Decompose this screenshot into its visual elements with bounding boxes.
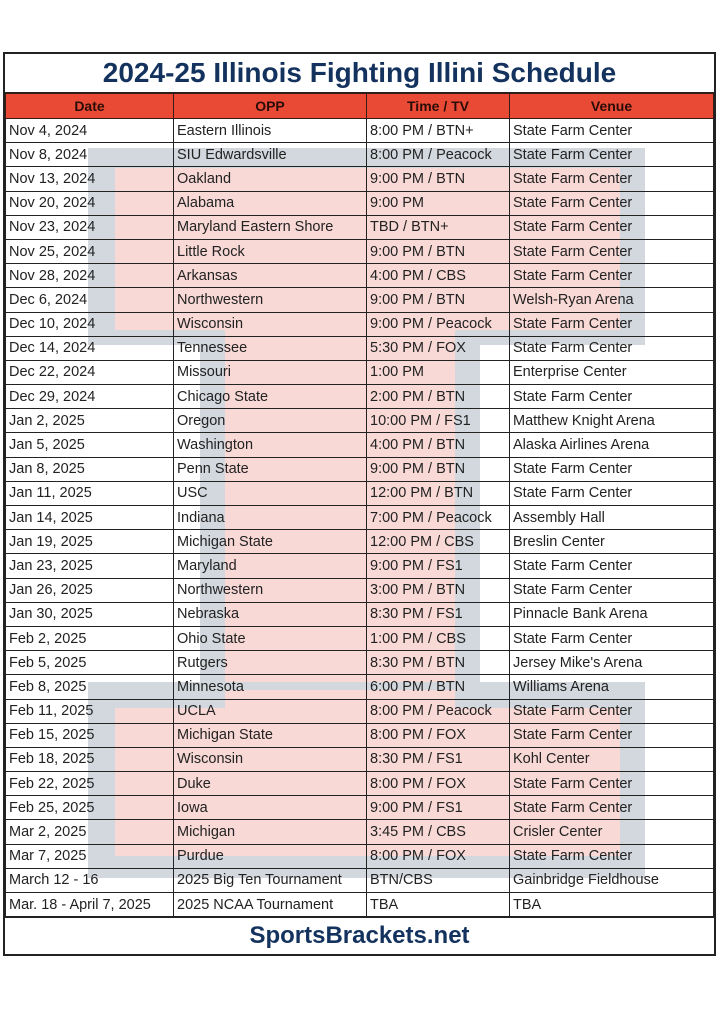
game-date: Mar 2, 2025 [6, 820, 174, 844]
table-row [6, 772, 714, 796]
game-time-tv: TBA [367, 893, 510, 917]
game-time-tv: 1:00 PM [367, 360, 510, 384]
game-time-tv: 9:00 PM [367, 191, 510, 215]
game-time-tv: 3:00 PM / BTN [367, 578, 510, 602]
table-row [6, 481, 714, 505]
schedule-table [5, 93, 714, 917]
game-date: Mar. 18 - April 7, 2025 [6, 893, 174, 917]
game-date: Nov 25, 2024 [6, 239, 174, 263]
game-date: March 12 - 16 [6, 868, 174, 892]
game-time-tv: 12:00 PM / BTN [367, 481, 510, 505]
game-venue: State Farm Center [510, 215, 714, 239]
game-opponent: SIU Edwardsville [174, 143, 367, 167]
table-row [6, 385, 714, 409]
page-title: 2024-25 Illinois Fighting Illini Schedule [5, 54, 714, 93]
table-header-row [6, 94, 714, 119]
game-date: Dec 14, 2024 [6, 336, 174, 360]
game-date: Dec 6, 2024 [6, 288, 174, 312]
game-opponent: Maryland Eastern Shore [174, 215, 367, 239]
game-opponent: Alabama [174, 191, 367, 215]
game-opponent: Maryland [174, 554, 367, 578]
game-opponent: Iowa [174, 796, 367, 820]
table-row [6, 699, 714, 723]
game-date: Jan 11, 2025 [6, 481, 174, 505]
game-opponent: Tennessee [174, 336, 367, 360]
game-opponent: UCLA [174, 699, 367, 723]
game-time-tv: 9:00 PM / BTN [367, 288, 510, 312]
game-date: Dec 29, 2024 [6, 385, 174, 409]
game-date: Nov 4, 2024 [6, 119, 174, 143]
game-venue: Breslin Center [510, 530, 714, 554]
game-date: Jan 5, 2025 [6, 433, 174, 457]
game-time-tv: 9:00 PM / BTN [367, 239, 510, 263]
table-row [6, 820, 714, 844]
game-opponent: 2025 Big Ten Tournament [174, 868, 367, 892]
game-date: Feb 5, 2025 [6, 651, 174, 675]
game-time-tv: 8:00 PM / Peacock [367, 699, 510, 723]
game-time-tv: 5:30 PM / FOX [367, 336, 510, 360]
game-venue: State Farm Center [510, 312, 714, 336]
game-venue: State Farm Center [510, 264, 714, 288]
game-time-tv: TBD / BTN+ [367, 215, 510, 239]
game-opponent: Michigan State [174, 530, 367, 554]
game-opponent: Wisconsin [174, 747, 367, 771]
schedule-sheet [3, 52, 716, 956]
game-venue: State Farm Center [510, 119, 714, 143]
game-date: Jan 30, 2025 [6, 602, 174, 626]
table-row [6, 651, 714, 675]
game-time-tv: 8:00 PM / FOX [367, 772, 510, 796]
game-date: Feb 25, 2025 [6, 796, 174, 820]
game-venue: TBA [510, 893, 714, 917]
game-opponent: Michigan [174, 820, 367, 844]
game-opponent: Rutgers [174, 651, 367, 675]
game-opponent: Eastern Illinois [174, 119, 367, 143]
game-opponent: Little Rock [174, 239, 367, 263]
game-date: Dec 22, 2024 [6, 360, 174, 384]
game-venue: State Farm Center [510, 167, 714, 191]
game-venue: Enterprise Center [510, 360, 714, 384]
table-row [6, 433, 714, 457]
table-row [6, 457, 714, 481]
game-opponent: Chicago State [174, 385, 367, 409]
game-venue: Gainbridge Fieldhouse [510, 868, 714, 892]
game-date: Nov 23, 2024 [6, 215, 174, 239]
game-time-tv: 7:00 PM / Peacock [367, 506, 510, 530]
game-opponent: Indiana [174, 506, 367, 530]
game-venue: State Farm Center [510, 554, 714, 578]
column-header-time-tv: Time / TV [367, 94, 510, 119]
game-date: Feb 15, 2025 [6, 723, 174, 747]
game-venue: Jersey Mike's Arena [510, 651, 714, 675]
game-venue: Alaska Airlines Arena [510, 433, 714, 457]
game-venue: State Farm Center [510, 772, 714, 796]
table-row [6, 239, 714, 263]
game-opponent: Duke [174, 772, 367, 796]
table-row [6, 506, 714, 530]
game-date: Nov 28, 2024 [6, 264, 174, 288]
table-row [6, 530, 714, 554]
game-date: Nov 13, 2024 [6, 167, 174, 191]
footer-brand: SportsBrackets.net [5, 917, 714, 954]
table-row [6, 602, 714, 626]
game-opponent: Wisconsin [174, 312, 367, 336]
game-venue: State Farm Center [510, 626, 714, 650]
game-opponent: Ohio State [174, 626, 367, 650]
table-row [6, 360, 714, 384]
game-date: Dec 10, 2024 [6, 312, 174, 336]
game-venue: Welsh-Ryan Arena [510, 288, 714, 312]
column-header-date: Date [6, 94, 174, 119]
game-venue: State Farm Center [510, 578, 714, 602]
table-row [6, 554, 714, 578]
table-row [6, 119, 714, 143]
table-row [6, 215, 714, 239]
game-venue: State Farm Center [510, 336, 714, 360]
game-venue: Kohl Center [510, 747, 714, 771]
game-opponent: Washington [174, 433, 367, 457]
game-time-tv: 8:30 PM / BTN [367, 651, 510, 675]
game-time-tv: 6:00 PM / BTN [367, 675, 510, 699]
game-opponent: Oakland [174, 167, 367, 191]
game-time-tv: BTN/CBS [367, 868, 510, 892]
game-time-tv: 10:00 PM / FS1 [367, 409, 510, 433]
game-opponent: Missouri [174, 360, 367, 384]
table-row [6, 675, 714, 699]
game-venue: Williams Arena [510, 675, 714, 699]
game-venue: State Farm Center [510, 143, 714, 167]
table-row [6, 578, 714, 602]
game-opponent: Michigan State [174, 723, 367, 747]
game-date: Feb 2, 2025 [6, 626, 174, 650]
game-venue: State Farm Center [510, 844, 714, 868]
column-header-opp: OPP [174, 94, 367, 119]
postseason-row [6, 868, 714, 892]
game-opponent: Nebraska [174, 602, 367, 626]
game-time-tv: 1:00 PM / CBS [367, 626, 510, 650]
game-opponent: Arkansas [174, 264, 367, 288]
table-row [6, 723, 714, 747]
game-time-tv: 9:00 PM / BTN [367, 167, 510, 191]
game-opponent: Purdue [174, 844, 367, 868]
game-time-tv: 9:00 PM / Peacock [367, 312, 510, 336]
game-time-tv: 9:00 PM / BTN [367, 457, 510, 481]
game-opponent: Northwestern [174, 578, 367, 602]
game-date: Nov 8, 2024 [6, 143, 174, 167]
game-time-tv: 8:00 PM / BTN+ [367, 119, 510, 143]
game-time-tv: 4:00 PM / CBS [367, 264, 510, 288]
game-venue: State Farm Center [510, 457, 714, 481]
game-time-tv: 9:00 PM / FS1 [367, 554, 510, 578]
game-opponent: Northwestern [174, 288, 367, 312]
game-venue: State Farm Center [510, 796, 714, 820]
table-row [6, 288, 714, 312]
game-date: Nov 20, 2024 [6, 191, 174, 215]
game-venue: Pinnacle Bank Arena [510, 602, 714, 626]
game-venue: Matthew Knight Arena [510, 409, 714, 433]
game-venue: State Farm Center [510, 239, 714, 263]
game-date: Jan 23, 2025 [6, 554, 174, 578]
game-venue: State Farm Center [510, 481, 714, 505]
table-row [6, 844, 714, 868]
game-venue: State Farm Center [510, 699, 714, 723]
game-venue: State Farm Center [510, 723, 714, 747]
table-row [6, 336, 714, 360]
game-date: Jan 14, 2025 [6, 506, 174, 530]
game-time-tv: 8:00 PM / FOX [367, 844, 510, 868]
game-venue: Assembly Hall [510, 506, 714, 530]
postseason-row [6, 893, 714, 917]
game-time-tv: 8:00 PM / FOX [367, 723, 510, 747]
game-venue: State Farm Center [510, 385, 714, 409]
game-venue: Crisler Center [510, 820, 714, 844]
game-opponent: Penn State [174, 457, 367, 481]
table-row [6, 143, 714, 167]
game-date: Jan 2, 2025 [6, 409, 174, 433]
game-time-tv: 8:30 PM / FS1 [367, 602, 510, 626]
game-time-tv: 8:00 PM / Peacock [367, 143, 510, 167]
game-date: Feb 11, 2025 [6, 699, 174, 723]
game-date: Feb 22, 2025 [6, 772, 174, 796]
game-date: Mar 7, 2025 [6, 844, 174, 868]
game-time-tv: 12:00 PM / CBS [367, 530, 510, 554]
schedule-body [6, 119, 714, 917]
game-opponent: USC [174, 481, 367, 505]
table-row [6, 409, 714, 433]
table-row [6, 747, 714, 771]
game-opponent: Oregon [174, 409, 367, 433]
table-row [6, 312, 714, 336]
game-venue: State Farm Center [510, 191, 714, 215]
table-row [6, 626, 714, 650]
game-date: Jan 26, 2025 [6, 578, 174, 602]
table-row [6, 167, 714, 191]
table-row [6, 264, 714, 288]
game-date: Jan 8, 2025 [6, 457, 174, 481]
game-time-tv: 2:00 PM / BTN [367, 385, 510, 409]
game-date: Jan 19, 2025 [6, 530, 174, 554]
game-time-tv: 4:00 PM / BTN [367, 433, 510, 457]
table-row [6, 796, 714, 820]
game-opponent: 2025 NCAA Tournament [174, 893, 367, 917]
game-opponent: Minnesota [174, 675, 367, 699]
column-header-venue: Venue [510, 94, 714, 119]
table-row [6, 191, 714, 215]
game-date: Feb 18, 2025 [6, 747, 174, 771]
game-date: Feb 8, 2025 [6, 675, 174, 699]
game-time-tv: 9:00 PM / FS1 [367, 796, 510, 820]
game-time-tv: 8:30 PM / FS1 [367, 747, 510, 771]
game-time-tv: 3:45 PM / CBS [367, 820, 510, 844]
